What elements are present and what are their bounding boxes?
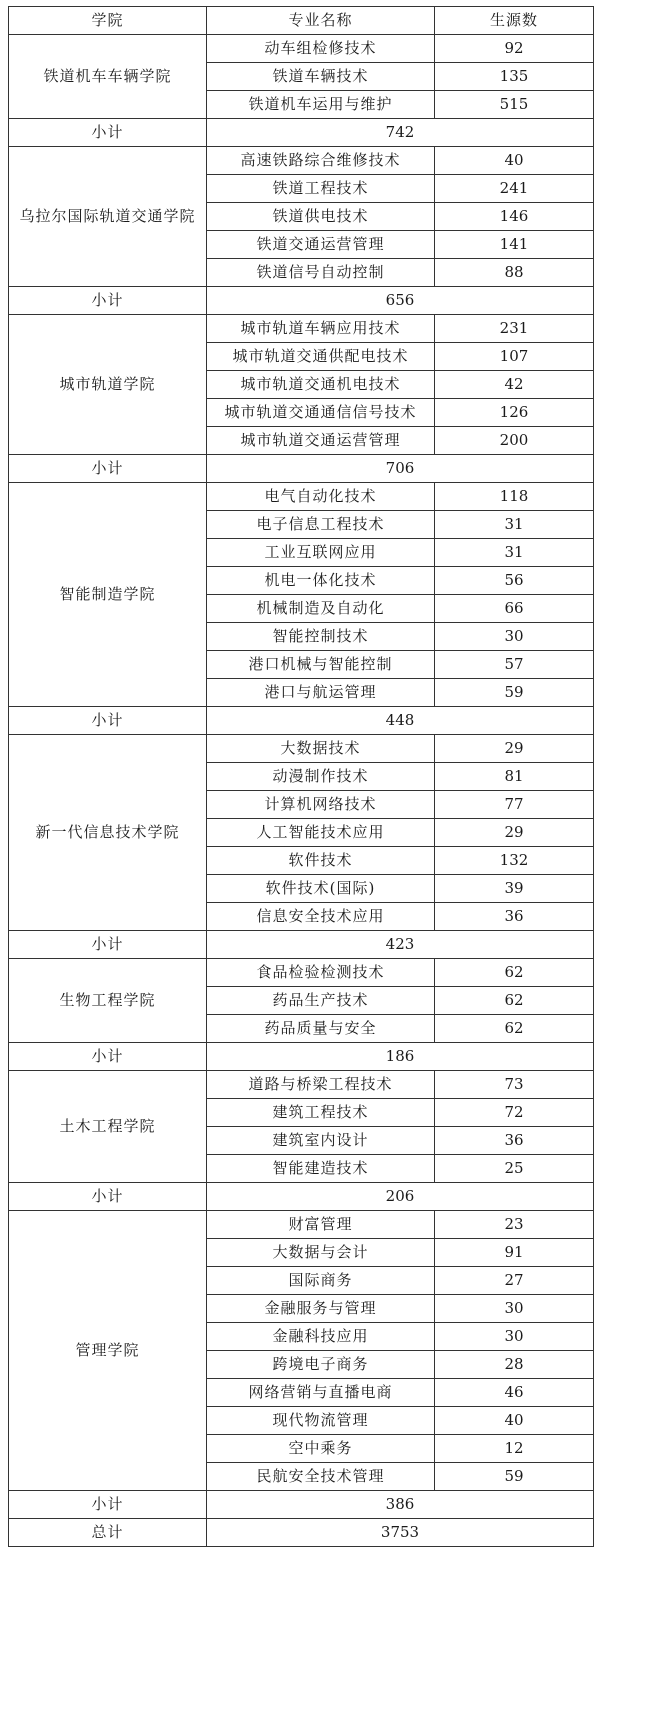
major-name: 城市轨道交通供配电技术: [207, 343, 435, 371]
major-name: 道路与桥梁工程技术: [207, 1071, 435, 1099]
table-row: [9, 1071, 594, 1099]
major-count: 28: [435, 1351, 594, 1379]
major-name: 现代物流管理: [207, 1407, 435, 1435]
table-row: [9, 959, 594, 987]
major-header: 专业名称: [207, 7, 435, 35]
major-name: 软件技术: [207, 847, 435, 875]
total-label: 总计: [9, 1519, 207, 1547]
major-count: 231: [435, 315, 594, 343]
major-name: 国际商务: [207, 1267, 435, 1295]
major-count: 81: [435, 763, 594, 791]
major-name: 人工智能技术应用: [207, 819, 435, 847]
major-count: 62: [435, 959, 594, 987]
major-count: 40: [435, 1407, 594, 1435]
major-count: 200: [435, 427, 594, 455]
subtotal-label: 小计: [9, 287, 207, 315]
major-name: 信息安全技术应用: [207, 903, 435, 931]
major-name: 食品检验检测技术: [207, 959, 435, 987]
major-name: 机械制造及自动化: [207, 595, 435, 623]
subtotal-row: [9, 119, 594, 147]
college-name: 铁道机车车辆学院: [9, 35, 207, 119]
subtotal-row: [9, 931, 594, 959]
subtotal-label: 小计: [9, 455, 207, 483]
major-count: 25: [435, 1155, 594, 1183]
major-name: 高速铁路综合维修技术: [207, 147, 435, 175]
major-count: 146: [435, 203, 594, 231]
college-name: 城市轨道学院: [9, 315, 207, 455]
major-name: 铁道机车运用与维护: [207, 91, 435, 119]
major-count: 30: [435, 623, 594, 651]
college-name: 乌拉尔国际轨道交通学院: [9, 147, 207, 287]
header-row: [9, 7, 594, 35]
major-count: 30: [435, 1323, 594, 1351]
major-name: 药品生产技术: [207, 987, 435, 1015]
major-name: 金融科技应用: [207, 1323, 435, 1351]
major-count: 40: [435, 147, 594, 175]
major-count: 107: [435, 343, 594, 371]
subtotal-label: 小计: [9, 707, 207, 735]
subtotal-label: 小计: [9, 1491, 207, 1519]
major-name: 机电一体化技术: [207, 567, 435, 595]
subtotal-value: 448: [207, 707, 594, 735]
subtotal-value: 386: [207, 1491, 594, 1519]
major-count: 29: [435, 819, 594, 847]
major-name: 计算机网络技术: [207, 791, 435, 819]
major-count: 77: [435, 791, 594, 819]
major-count: 30: [435, 1295, 594, 1323]
major-name: 智能建造技术: [207, 1155, 435, 1183]
major-count: 46: [435, 1379, 594, 1407]
major-name: 跨境电子商务: [207, 1351, 435, 1379]
major-count: 73: [435, 1071, 594, 1099]
major-name: 动车组检修技术: [207, 35, 435, 63]
major-name: 民航安全技术管理: [207, 1463, 435, 1491]
subtotal-label: 小计: [9, 1183, 207, 1211]
major-name: 港口机械与智能控制: [207, 651, 435, 679]
subtotal-row: [9, 1043, 594, 1071]
subtotal-value: 206: [207, 1183, 594, 1211]
major-count: 515: [435, 91, 594, 119]
table-row: [9, 483, 594, 511]
count-header: 生源数: [435, 7, 594, 35]
major-count: 72: [435, 1099, 594, 1127]
major-count: 56: [435, 567, 594, 595]
major-count: 91: [435, 1239, 594, 1267]
subtotal-value: 186: [207, 1043, 594, 1071]
major-name: 大数据技术: [207, 735, 435, 763]
major-name: 工业互联网应用: [207, 539, 435, 567]
subtotal-row: [9, 1183, 594, 1211]
major-name: 城市轨道交通机电技术: [207, 371, 435, 399]
major-name: 城市轨道交通运营管理: [207, 427, 435, 455]
major-name: 铁道信号自动控制: [207, 259, 435, 287]
subtotal-row: [9, 707, 594, 735]
subtotal-value: 423: [207, 931, 594, 959]
major-count: 39: [435, 875, 594, 903]
major-name: 铁道供电技术: [207, 203, 435, 231]
major-count: 31: [435, 511, 594, 539]
major-name: 铁道车辆技术: [207, 63, 435, 91]
major-count: 141: [435, 231, 594, 259]
subtotal-label: 小计: [9, 931, 207, 959]
major-count: 62: [435, 987, 594, 1015]
college-name: 智能制造学院: [9, 483, 207, 707]
major-count: 29: [435, 735, 594, 763]
major-count: 135: [435, 63, 594, 91]
major-count: 59: [435, 679, 594, 707]
major-name: 电气自动化技术: [207, 483, 435, 511]
major-name: 城市轨道车辆应用技术: [207, 315, 435, 343]
major-name: 大数据与会计: [207, 1239, 435, 1267]
college-header: 学院: [9, 7, 207, 35]
college-name: 管理学院: [9, 1211, 207, 1491]
subtotal-row: [9, 287, 594, 315]
major-name: 港口与航运管理: [207, 679, 435, 707]
table-row: [9, 35, 594, 63]
total-value: 3753: [207, 1519, 594, 1547]
subtotal-value: 706: [207, 455, 594, 483]
major-name: 财富管理: [207, 1211, 435, 1239]
major-count: 126: [435, 399, 594, 427]
major-name: 智能控制技术: [207, 623, 435, 651]
subtotal-value: 656: [207, 287, 594, 315]
major-name: 建筑工程技术: [207, 1099, 435, 1127]
major-count: 23: [435, 1211, 594, 1239]
college-name: 土木工程学院: [9, 1071, 207, 1183]
major-count: 66: [435, 595, 594, 623]
major-count: 57: [435, 651, 594, 679]
subtotal-row: [9, 1491, 594, 1519]
major-count: 12: [435, 1435, 594, 1463]
major-name: 建筑室内设计: [207, 1127, 435, 1155]
major-count: 36: [435, 1127, 594, 1155]
subtotal-row: [9, 455, 594, 483]
table-row: [9, 1211, 594, 1239]
college-name: 新一代信息技术学院: [9, 735, 207, 931]
table-row: [9, 735, 594, 763]
major-count: 241: [435, 175, 594, 203]
table-row: [9, 315, 594, 343]
major-name: 网络营销与直播电商: [207, 1379, 435, 1407]
major-count: 62: [435, 1015, 594, 1043]
major-name: 动漫制作技术: [207, 763, 435, 791]
table-row: [9, 147, 594, 175]
subtotal-label: 小计: [9, 1043, 207, 1071]
major-count: 27: [435, 1267, 594, 1295]
table-body: [9, 35, 594, 1519]
major-name: 电子信息工程技术: [207, 511, 435, 539]
major-name: 药品质量与安全: [207, 1015, 435, 1043]
subtotal-value: 742: [207, 119, 594, 147]
major-name: 软件技术(国际): [207, 875, 435, 903]
total-row: [9, 1519, 594, 1547]
major-count: 42: [435, 371, 594, 399]
major-name: 空中乘务: [207, 1435, 435, 1463]
major-count: 132: [435, 847, 594, 875]
major-count: 31: [435, 539, 594, 567]
major-count: 59: [435, 1463, 594, 1491]
major-count: 118: [435, 483, 594, 511]
major-count: 88: [435, 259, 594, 287]
major-name: 铁道交通运营管理: [207, 231, 435, 259]
college-name: 生物工程学院: [9, 959, 207, 1043]
subtotal-label: 小计: [9, 119, 207, 147]
major-count: 92: [435, 35, 594, 63]
enrollment-table: [8, 6, 594, 1547]
major-count: 36: [435, 903, 594, 931]
major-name: 城市轨道交通通信信号技术: [207, 399, 435, 427]
major-name: 金融服务与管理: [207, 1295, 435, 1323]
major-name: 铁道工程技术: [207, 175, 435, 203]
